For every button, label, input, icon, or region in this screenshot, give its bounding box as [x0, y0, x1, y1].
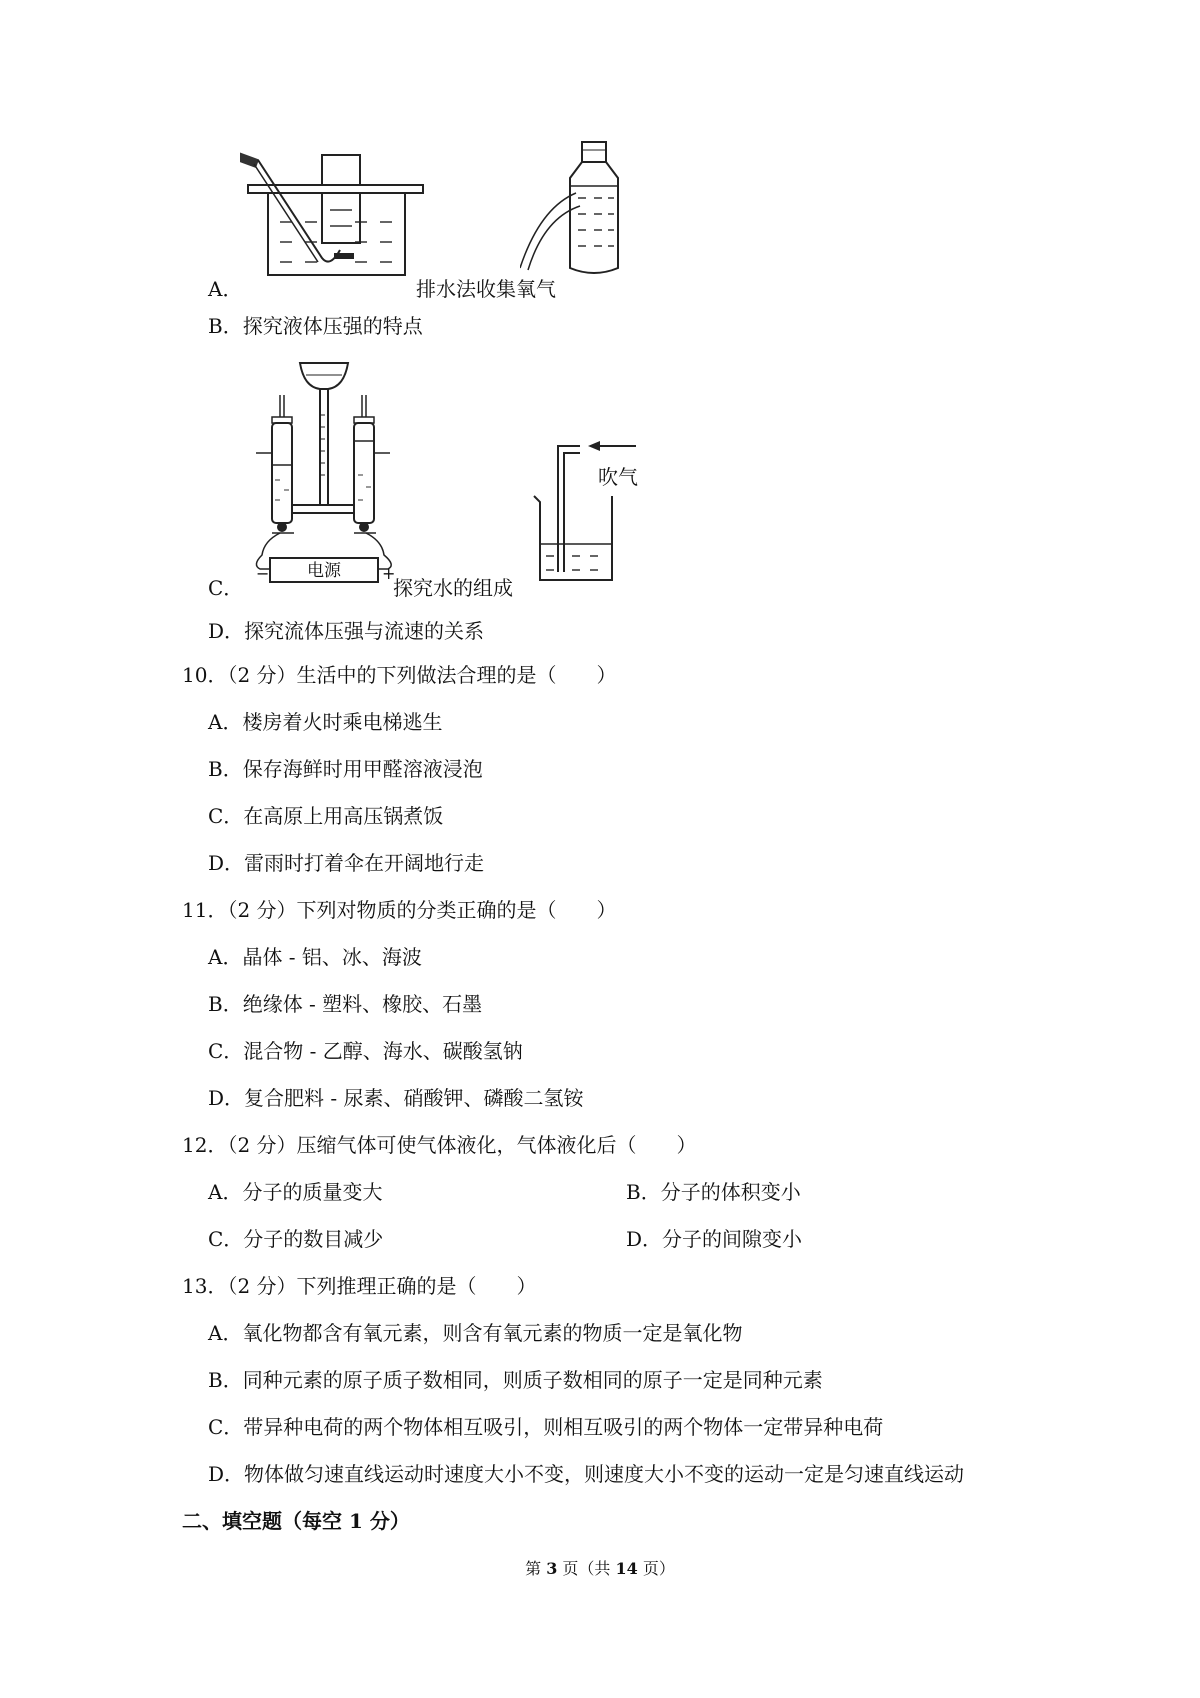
q10-option-c: C．在高原上用高压锅煮饭	[208, 804, 444, 828]
q10-option-d: D．雷雨时打着伞在开阔地行走	[208, 851, 485, 875]
figure-electrolysis-apparatus	[250, 355, 400, 595]
footer-middle: 页（共	[557, 1559, 616, 1578]
section-heading-fill-in-blank: 二、填空题（每空 1 分）	[182, 1509, 410, 1533]
q12-option-d: D．分子的间隙变小	[626, 1227, 803, 1251]
figure-water-bottle	[520, 138, 630, 288]
q12-option-a: A．分子的质量变大	[208, 1180, 383, 1204]
q9-option-c-caption: 探究水的组成	[393, 576, 513, 600]
q9-option-c-letter: C．	[208, 576, 244, 600]
page-footer	[0, 1556, 1200, 1582]
q13-option-d: D．物体做匀速直线运动时速度大小不变，则速度大小不变的运动一定是匀速直线运动	[208, 1462, 965, 1486]
footer-prefix: 第	[525, 1559, 547, 1578]
q10-option-b: B．保存海鲜时用甲醛溶液浸泡	[208, 757, 483, 781]
power-plus-sign: +	[382, 564, 396, 583]
blow-air-label: 吹气	[598, 465, 638, 489]
q9-option-b: B．探究液体压强的特点	[208, 314, 423, 338]
q11-stem: 11．（2 分）下列对物质的分类正确的是（ ）	[182, 898, 617, 922]
footer-suffix: 页）	[637, 1559, 675, 1578]
q11-option-b: B．绝缘体 - 塑料、橡胶、石墨	[208, 992, 483, 1016]
footer-total-pages: 14	[615, 1559, 638, 1578]
footer-page-number: 3	[546, 1559, 558, 1578]
q10-stem: 10．（2 分）生活中的下列做法合理的是（ ）	[182, 663, 617, 687]
q9-option-d: D．探究流体压强与流速的关系	[208, 619, 485, 643]
q11-option-d: D．复合肥料 - 尿素、硝酸钾、磷酸二氢铵	[208, 1086, 584, 1110]
q12-option-c: C．分子的数目减少	[208, 1227, 384, 1251]
q10-option-a: A．楼房着火时乘电梯逃生	[208, 710, 443, 734]
power-minus-sign: −	[256, 564, 270, 583]
q13-option-c: C．带异种电荷的两个物体相互吸引，则相互吸引的两个物体一定带异种电荷	[208, 1415, 884, 1439]
q9-option-a-letter: A．	[208, 277, 243, 301]
q13-option-a: A．氧化物都含有氧元素，则含有氧元素的物质一定是氧化物	[208, 1321, 743, 1345]
q13-stem: 13．（2 分）下列推理正确的是（ ）	[182, 1274, 537, 1298]
q12-option-b: B．分子的体积变小	[626, 1180, 801, 1204]
figure-blow-air-beaker	[528, 432, 678, 592]
power-source-label: 电源	[307, 561, 341, 581]
q11-option-a: A．晶体 - 铝、冰、海波	[208, 945, 422, 969]
q13-option-b: B．同种元素的原子质子数相同，则质子数相同的原子一定是同种元素	[208, 1368, 823, 1392]
q9-option-a-caption: 排水法收集氧气	[416, 277, 556, 301]
q12-stem: 12．（2 分）压缩气体可使气体液化，气体液化后（ ）	[182, 1133, 697, 1157]
q11-option-c: C．混合物 - 乙醇、海水、碳酸氢钠	[208, 1039, 523, 1063]
